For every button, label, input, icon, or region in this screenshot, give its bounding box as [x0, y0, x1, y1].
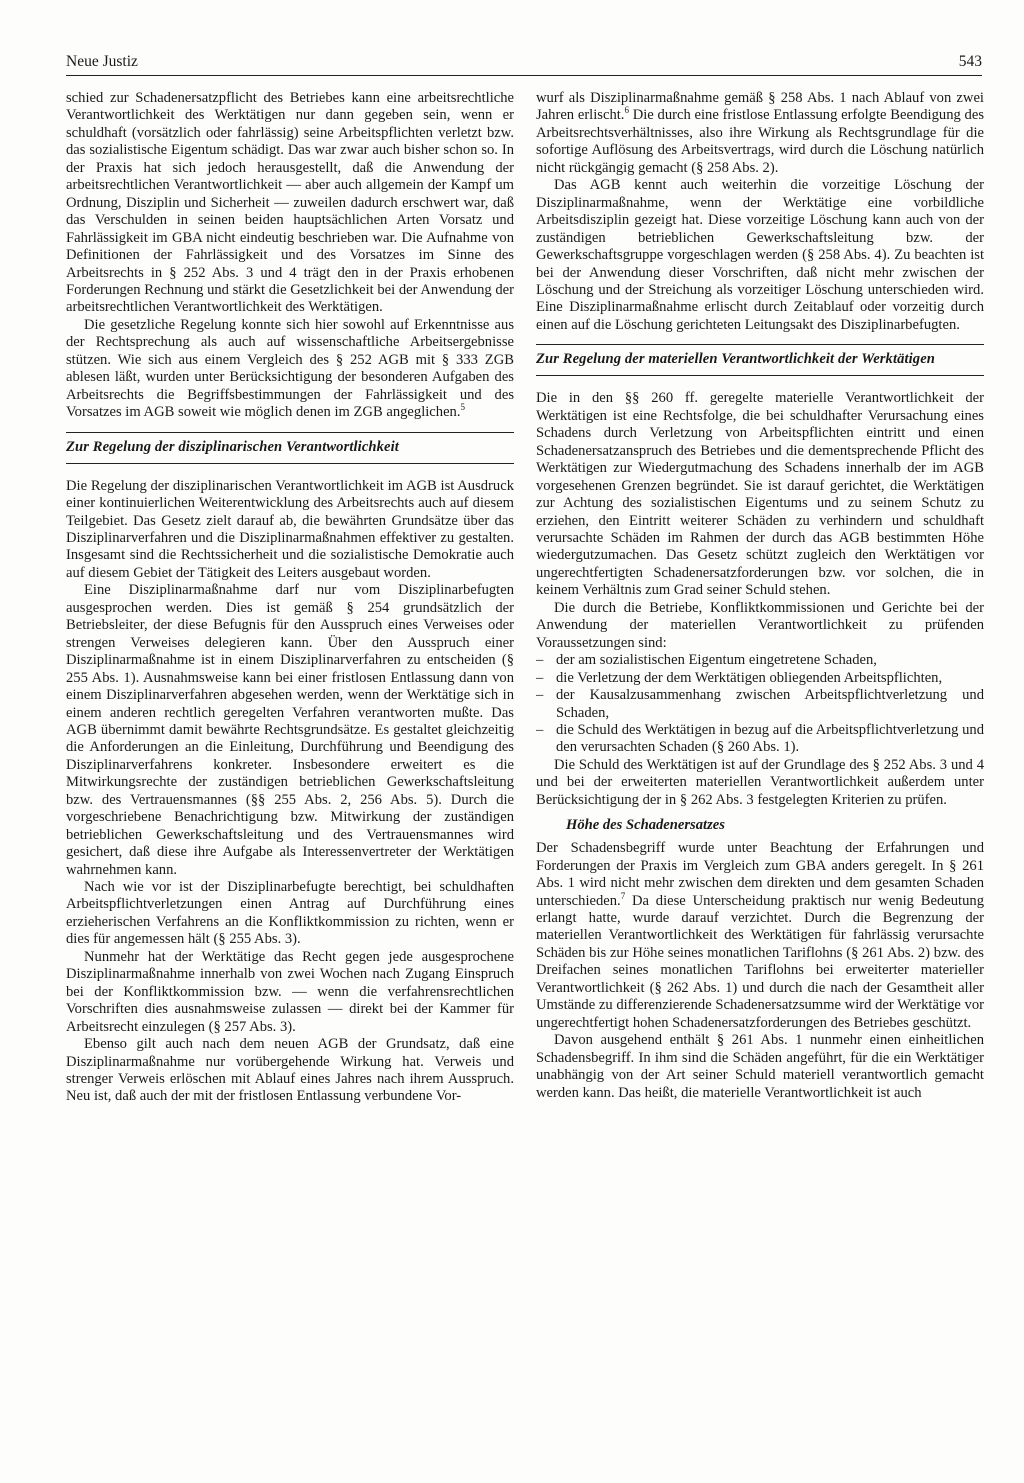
paragraph: Die Schuld des Werktätigen ist auf der Grundlage des § 252 Abs. 3 und 4 und bei der erweiterten materiellen Verantwortlichkeit außerdem unter Berücksichtigung der in § 262 Abs. 3 festgelegten Kriterien zu prüfen. — [536, 756, 984, 808]
list-item: – die Verletzung der dem Werktätigen obliegenden Arbeitspflichten, — [536, 669, 943, 686]
left-column — [66, 90, 514, 1460]
paragraph: Nunmehr hat der Werktätige das Recht gegen jede ausgesprochene Disziplinarmaßnahme innerhalb von zwei Wochen nach Zugang Einspruch bei der Konfliktkommission bzw. — wenn die verfahrensrechtlichen Vorschriften dies ausnahmsweise zulassen — direkt bei der Kammer für Arbeitsrecht einzulegen (§ 257 Abs. 3). — [66, 948, 514, 1035]
footnote-marker: 7 — [620, 890, 626, 901]
list-item: – der am sozialistischen Eigentum eingetretene Schaden, — [536, 652, 877, 669]
section-heading-block — [66, 432, 514, 464]
dash-bullet: – — [536, 652, 544, 669]
paragraph: Die durch die Betriebe, Konfliktkommissionen und Gerichte bei der Anwendung der materiellen Verantwortlichkeit zu prüfenden Voraussetzungen sind: — [536, 599, 984, 651]
paragraph-text: Da diese Unterscheidung praktisch nur wenig Bedeutung erlangt hatte, wurde darauf verzichtet. Durch die Begrenzung der materiellen Verantwortlichkeit des Werktätigen für fahrlässig verursachte Schäden bis zur Höhe seines monatlichen Tariflohns (§ 261 Abs. 2) bzw. des Dreifachen seines monatlichen Tariflohns bei erweiterter materieller Verantwortlichkeit (§ 262 Abs. 1) und durch die nach der Gesamtheit aller Umstände zu differenzierende Schadenersatzsumme wird der Werktätige vor ungerechtfertigt hohen Schadenersatzforderungen des Betriebes geschützt. — [536, 892, 984, 1031]
paragraph-text: Die durch eine fristlose Entlassung erfolgte Beendigung des Arbeitsrechtsverhältnisses, also ihre Wirkung als Rechtsgrundlage für die sofortige Auflösung des Arbeitsvertrags, wird durch die Löschung natürlich nicht rückgängig gemacht (§ 258 Abs. 2). — [536, 107, 984, 176]
paragraph-text: Die gesetzliche Regelung konnte sich hier sowohl auf Erkenntnisse aus der Rechtsprechung als auch auf wissenschaftliche Arbeitsergebnisse stützen. Wie sich aus einem Vergleich des § 252 AGB mit § 333 ZGB ablesen läßt, wurden unter Berücksichtigung der besonderen Aufgaben des Arbeitsrechts die Begriffsbestimmungen der Fahrlässigkeit und des Vorsatzes im AGB soweit wie möglich denen im ZGB angeglichen. — [66, 316, 514, 421]
paragraph: Eine Disziplinarmaßnahme darf nur vom Disziplinarbefugten ausgesprochen werden. Dies ist gemäß § 254 grundsätzlich der Betriebsleiter, der diese Befugnis für den Ausspruch eines Verweises oder strengen Verweises delegieren kann. Über den Ausspruch einer Disziplinarmaßnahme ist in einem Disziplinarverfahren zu entscheiden (§ 255 Abs. 1). Ausnahmsweise kann bei einer fristlosen Entlassung dann von einem Disziplinarverfahren abgesehen werden, wenn der Werktätige sich in einem anderen rechtlich geregelten Verfahren verantworten mußte. Das AGB übernimmt damit bewährte Rechtsgrundsätze. Es gestaltet gleichzeitig die Anforderungen an die Einleitung, Durchführung und Beendigung des Disziplinarverfahrens konkreter. Insbesondere erweitert es die Mitwirkungsrechte der zuständigen betrieblichen Gewerkschaftsleitung bzw. des Vertrauensmannes (§§ 255 Abs. 2, 256 Abs. 5). Durch die vorgeschriebene Benachrichtigung bzw. Mitwirkung der zuständigen betrieblichen Gewerkschaftsleitung und des Vertrauensmannes wird gesichert, daß diese ihre Aufgabe als Interessenvertreter der Werktätigen wahrnehmen kann. — [66, 582, 514, 878]
footnote-marker: 5 — [460, 402, 466, 413]
list-item: – der Kausalzusammenhang zwischen Arbeitspflichtverletzung und Schaden, — [536, 687, 984, 721]
requirements-list — [536, 652, 984, 757]
list-item: – die Schuld des Werktätigen in bezug auf die Arbeitspflichtverletzung und den verursachten Schaden (§ 260 Abs. 1). — [536, 721, 984, 756]
paragraph: Das AGB kennt auch weiterhin die vorzeitige Löschung der Disziplinarmaßnahme, wenn der Werktätige eine vorbildliche Arbeitsdisziplin gezeigt hat. Diese vorzeitige Löschung kann auch von der zuständigen betrieblichen Gewerkschaftsleitung bzw. der Gewerkschaftsgruppe vorgeschlagen werden (§ 258 Abs. 4). Zu beachten ist bei der Anwendung dieser Vorschriften, daß nicht mehr zwischen der Löschung und der Streichung als vorzeitiger Löschung unterschieden wird. Eine Disziplinarmaßnahme erlischt durch Zeitablauf oder vorzeitig durch einen auf die Löschung gerichteten Leitungsakt des Disziplinarbefugten. — [536, 177, 984, 333]
dash-bullet: – — [536, 669, 544, 686]
paragraph-text: Der Schadensbegriff wurde unter Beachtung der Erfahrungen und Forderungen der Praxis im Vergleich zum GBA anders geregelt. In § 261 Abs. 1 wird nicht mehr zwischen dem direkten und dem gesamten Schaden unterschieden. — [536, 840, 984, 909]
subsection-heading: Höhe des Schadenersatzes — [566, 817, 725, 834]
page-number: 543 — [958, 53, 982, 70]
right-column — [536, 90, 984, 1460]
paragraph: Davon ausgehend enthält § 261 Abs. 1 nunmehr einen einheitlichen Schadensbegriff. In ihm sind die Schäden angeführt, für die ein Werktätiger unabhängig von der Art seiner Schuld materiell verantwortlich gemacht werden kann. Das heißt, die materielle Verantwortlichkeit ist auch — [536, 1032, 984, 1101]
paragraph: schied zur Schadenersatzpflicht des Betriebes kann eine arbeitsrechtliche Verantwortlichkeit des Werktätigen nur dann gegeben sein, wenn er schuldhaft (vorsätzlich oder fahrlässig) seine Arbeitspflichten verletzt bzw. das sozialistische Eigentum schädigt. Das war zwar auch bisher schon so. In der Praxis hat sich jedoch herausgestellt, daß die Anwendung der arbeitsrechtlichen Verantwortlichkeit — aber auch allgemein der Kampf um Ordnung, Disziplin und Sicherheit — zuweilen dadurch erschwert war, daß das Verschulden in seinen beiden hauptsächlichen Arten Vorsatz und Fahrlässigkeit im GBA nicht eindeutig beschrieben war. Die Aufnahme von Definitionen der Fahrlässigkeit und des Vorsatzes im Sinne des Arbeitsrechts in § 252 Abs. 3 und 4 trägt den in der Praxis erhobenen Forderungen Rechnung und stärkt die Gesetzlichkeit bei der Anwendung der arbeitsrechtlichen Verantwortlichkeit des Werktätigen. — [66, 90, 514, 316]
section-heading: Zur Regelung der materiellen Verantwortlichkeit der Werktätigen — [536, 351, 935, 368]
section-heading-block — [536, 344, 984, 376]
dash-bullet: – — [536, 721, 544, 738]
journal-title: Neue Justiz — [66, 53, 138, 70]
paragraph-text: wurf als Disziplinarmaßnahme gemäß § 258 Abs. 1 nach Ablauf von zwei Jahren erlischt. — [536, 90, 984, 124]
paragraph — [536, 90, 984, 177]
paragraph: Ebenso gilt auch nach dem neuen AGB der Grundsatz, daß eine Disziplinarmaßnahme nur vorübergehende Wirkung hat. Verweis und strenger Verweis erlöschen mit Ablauf eines Jahres nach ihrem Ausspruch. Neu ist, daß auch der mit der fristlosen Entlassung verbundene Vor- — [66, 1036, 514, 1105]
page-header — [66, 53, 982, 76]
paragraph: Die in den §§ 260 ff. geregelte materielle Verantwortlichkeit der Werktätigen ist eine Rechtsfolge, die bei schuldhafter Verursachung eines Schadens durch Verletzung von Arbeitspflichten eintritt und einen Schadenersatzanspruch des Betriebes und die dementsprechende Pflicht des Werktätigen zur Wiedergutmachung des Schadens innerhalb der im AGB vorgesehenen Grenzen begründet. Sie ist darauf gerichtet, die Werktätigen zur Achtung des sozialistischen Eigentums und zu seinem Schutz zu erziehen, den Eintritt weiterer Schäden zu verhindern und schuldhaft verursachte Schäden im Rahmen der durch das AGB bestimmten Höhe wiedergutzumachen. Das Gesetz schützt zugleich den Werktätigen vor ungerechtfertigten Schadenersatzforderungen bzw. vor solchen, die in keinem Verhältnis zum Grad seiner Schuld stehen. — [536, 390, 984, 599]
paragraph: Die Regelung der disziplinarischen Verantwortlichkeit im AGB ist Ausdruck einer kontinuierlichen Weiterentwicklung des Arbeitsrechts auch auf diesem Teilgebiet. Das Gesetz zielt darauf ab, die bewährten Grundsätze über das Disziplinarverfahren und die Disziplinarmaßnahmen effektiver zu gestalten. Insgesamt sind die Rechtssicherheit und die sozialistische Demokratie auch auf diesem Gebiet der Tätigkeit des Leiters ausgebaut worden. — [66, 477, 514, 581]
section-heading: Zur Regelung der disziplinarischen Verantwortlichkeit — [66, 438, 399, 455]
dash-bullet: – — [536, 687, 544, 704]
footnote-marker: 6 — [624, 105, 629, 116]
paragraph: Nach wie vor ist der Disziplinarbefugte berechtigt, bei schuldhaften Arbeitspflichtverletzungen einen Antrag auf Durchführung eines erzieherischen Verfahrens an die Konfliktkommission zu richten, wenn er dies für angemessen hält (§ 255 Abs. 3). — [66, 879, 514, 948]
paragraph — [536, 840, 984, 1032]
paragraph — [66, 317, 514, 422]
